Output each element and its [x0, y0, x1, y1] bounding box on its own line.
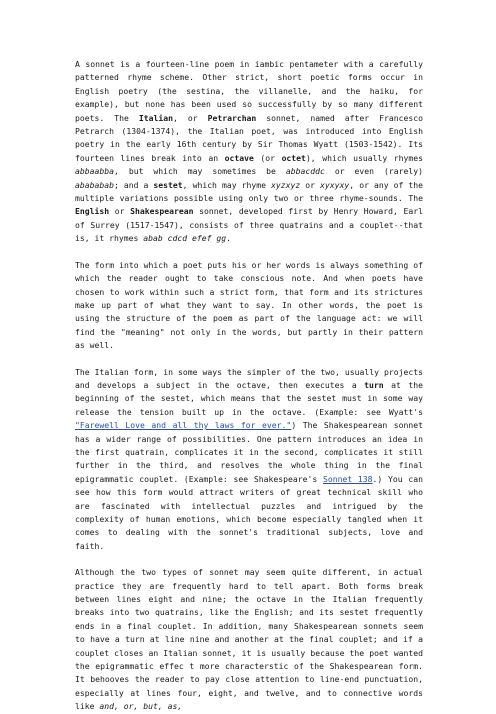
paragraph-sonnet-definition [75, 58, 423, 246]
text-run: Although the two types of sonnet may seem quite different, in actual practice they are frequently hard to tell apart. Both forms break between lines eight and nine; the octave in the Italian frequently breaks into two quatrains, like the English; and its sestet frequently ends in a final couplet. In addition, many Shakespearean sonnets seem to have a turn at line nine and another at the final couplet; and if a couplet closes an Italian sonnet, it is usually because the poet wanted the epigrammatic effec t more characterstic of the Shakespearean form. It behooves the reader to pay close attention to line-end punctuation, especially at lines four, eight, and twelve, and to connective words like [75, 567, 423, 712]
text-run: A sonnet is a fourteen-line poem in iambic pentameter with a carefully patterned rhyme scheme. Other strict, short poetic forms occur in English poetry (the sestina, the villanelle, and the haiku, for example), but none has been used so successfully by so many different poets. The [75, 59, 423, 123]
italic-term: xyzxyz [271, 179, 301, 190]
italic-term: xyxyxy [320, 179, 350, 190]
text-run: (or [253, 152, 282, 163]
text-run: , or [172, 112, 208, 123]
text-run: sonnet, developed first by Henry Howard, Earl of Surrey (1517-1547), consists of three quatrains and a couplet--that is, it rhymes [75, 206, 424, 244]
bold-term: octave [224, 152, 254, 163]
text-run: .) You can see how this form would attract writers of great technical skill who are fascinated with intellectual puzzles and intrigued by the complexity of human emotions, which become especially tangled when it comes to dealing with the sonnet's traditional subjects, love and faith. [75, 473, 423, 551]
bold-term: octet [281, 152, 306, 163]
poem-link[interactable]: "Farewell Love and all thy laws for ever." [75, 420, 292, 431]
text-run: , which may rhyme [182, 179, 271, 190]
italic-term: and, or, but, as, [99, 701, 183, 712]
paragraph-similarities [75, 566, 423, 713]
italic-term: abbaabba [75, 166, 114, 177]
paragraph-form-and-meaning [75, 259, 423, 353]
italic-term: abab cdcd efef gg [143, 233, 227, 244]
text-run: The Italian form, in some ways the simpler of the two, usually projects and develops a subject in the octave, then executes a [75, 366, 423, 390]
text-run: , but which may sometimes be [113, 166, 286, 177]
bold-term: Italian [138, 112, 173, 123]
bold-term: sestet [153, 179, 183, 190]
bold-term: Petrarchan [207, 112, 257, 123]
text-run: The form into which a poet puts his or her words is always something of which the reader ought to take conscious note. And when poets have chosen to work within such a strict form, that form and its strictures make up part of what they want to say. In other words, the poet is using the structure of the poem as part of the language act: we will find the "meaning" not only in the words, but partly in their pattern as well. [75, 259, 423, 351]
bold-term: English [75, 206, 110, 217]
text-run: ) The Shakespearean sonnet has a wider range of possibilities. One pattern introduces an idea in the first quatrain, complicates it in the second, complicates it still further in the third, and resolves the whole thing in the final epigrammatic couplet. (Example: see Shakespeare's [75, 420, 423, 484]
italic-term: abababab [75, 179, 114, 190]
text-run: or [109, 206, 131, 217]
text-run: , or any of the multiple variations possible using only two or three rhyme-sounds. The [75, 179, 423, 204]
text-run: sonnet, named after Francesco Petrarch (1304-1374), the Italian poet, was introduced into English poetry in the early 16th century by Sir Thomas Wyatt (1503-1542). Its fourteen lines break into an [75, 112, 423, 163]
text-run: . [226, 233, 231, 244]
text-run: ), which usually rhymes [305, 152, 423, 163]
bold-term: Shakespearean [130, 206, 194, 217]
text-run: at the beginning of the sestet, which means that the sestet must in some way release the tension built up in the octave. (Example: see Wyatt's [75, 379, 423, 417]
text-run: or [300, 179, 321, 190]
text-run: or even (rarely) [324, 166, 423, 177]
bold-term: turn [364, 379, 384, 390]
italic-term: abbacddc [285, 166, 325, 177]
text-run: ; and a [113, 179, 154, 190]
paragraph-italian-vs-shakespearean [75, 366, 423, 554]
poem-link[interactable]: Sonnet 138 [322, 473, 373, 484]
